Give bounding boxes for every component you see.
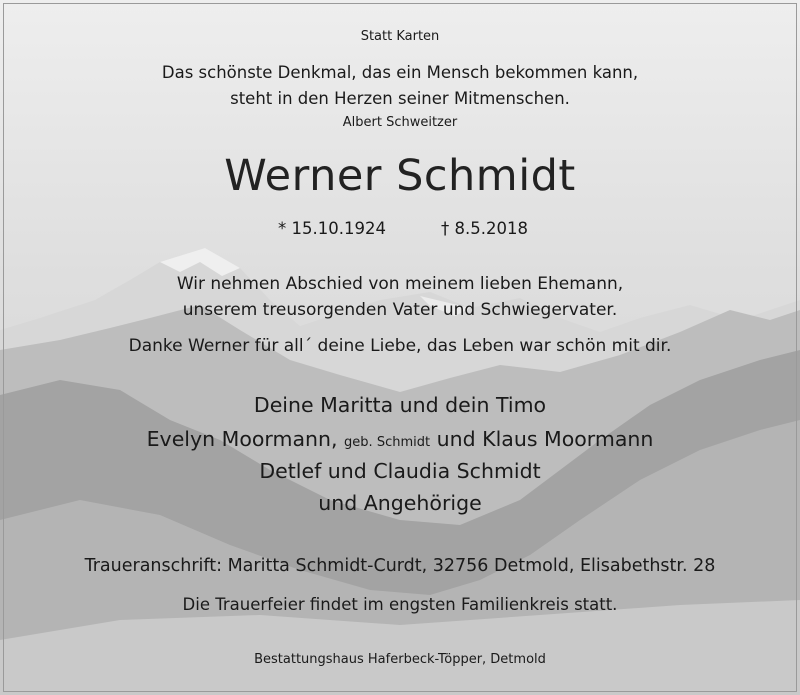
funeral-service-note: Die Trauerfeier findet im engsten Familienkreis statt. (182, 595, 618, 614)
funeral-home: Bestattungshaus Haferbeck-Töpper, Detmold (254, 652, 546, 667)
family-line-2-partner: und Klaus Moormann (436, 427, 654, 451)
family-line-3: Detlef und Claudia Schmidt (259, 459, 541, 483)
maiden-name-note: geb. Schmidt (344, 435, 431, 450)
family-line-2-name: Evelyn Moormann, (146, 427, 338, 451)
message-line-3: Danke Werner für all´ deine Liebe, das Leben war schön mit dir. (128, 336, 672, 356)
family-line-2 (0, 428, 800, 452)
life-dates (0, 219, 800, 241)
family-line-4: und Angehörige (318, 491, 482, 515)
family-line-1: Deine Maritta und dein Timo (253, 393, 547, 417)
birth-date: * 15.10.1924 (278, 219, 386, 238)
deceased-name: Werner Schmidt (224, 151, 576, 201)
mourning-address: Traueranschrift: Maritta Schmidt-Curdt, 32756 Detmold, Elisabethstr. 28 (84, 556, 716, 576)
statt-karten-heading: Statt Karten (360, 29, 440, 44)
quote-line-2: steht in den Herzen seiner Mitmenschen. (230, 89, 570, 108)
message-line-1: Wir nehmen Abschied von meinem lieben Ehemann, (176, 274, 624, 294)
message-line-2: unserem treusorgenden Vater und Schwiegervater. (182, 300, 618, 320)
quote-line-1: Das schönste Denkmal, das ein Mensch bekommen kann, (161, 63, 639, 82)
death-date: † 8.5.2018 (441, 219, 528, 238)
quote-author: Albert Schweitzer (342, 115, 458, 130)
